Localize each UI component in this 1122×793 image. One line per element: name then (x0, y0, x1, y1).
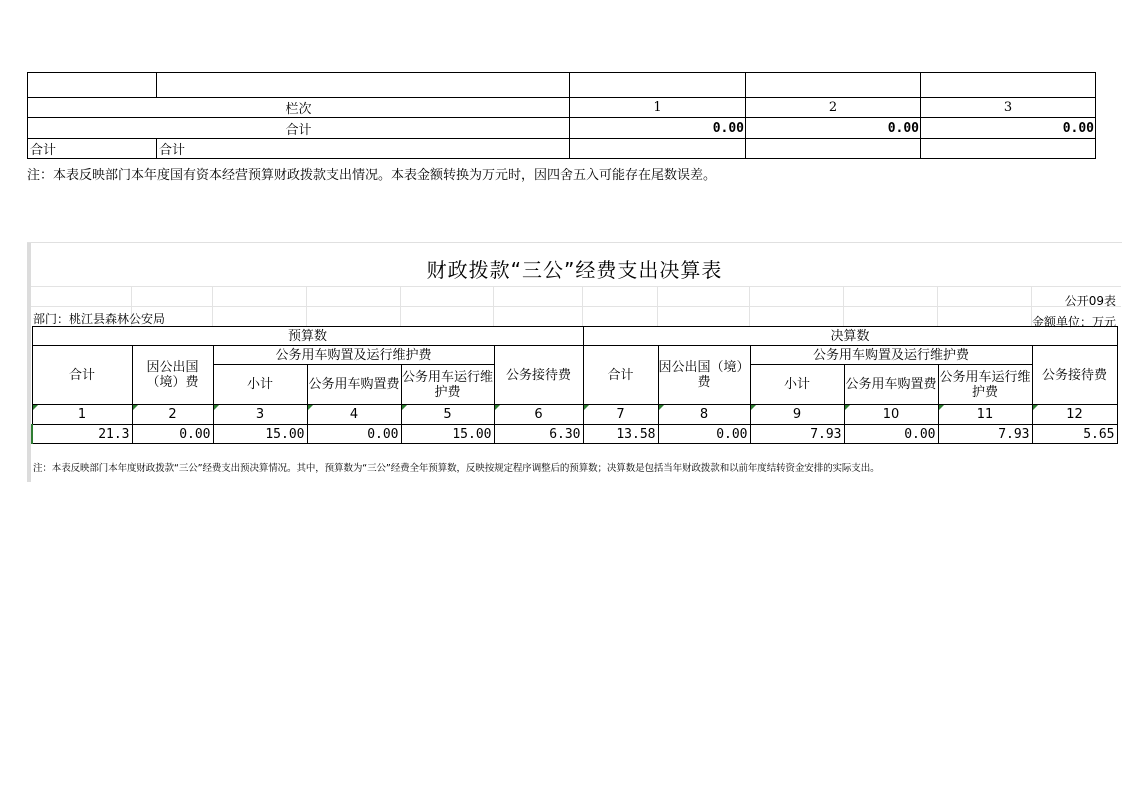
value-cell: 0.00 (307, 425, 401, 444)
unit-label: 金额单位：万元 (1031, 315, 1116, 329)
empty-cell (746, 139, 921, 159)
sheet-title: 财政拨款“三公”经费支出决算表 (426, 258, 723, 282)
empty-cell (921, 73, 1096, 98)
table-note: 注：本表反映部门本年度财政拨款“三公”经费支出预决算情况。其中，预算数为“三公”经费全年预算数，反映按规定程序调整后的预算数；决算数是包括当年财政拨款和以前年度结转资金安排的实际支出。 (33, 463, 880, 474)
total-value: 0.00 (570, 118, 746, 139)
column-number: 7 (583, 405, 658, 425)
table-row (32, 405, 1117, 425)
table-row (28, 98, 1096, 118)
total-value: 0.00 (746, 118, 921, 139)
column-index: 1 (570, 98, 746, 118)
empty-cell (570, 139, 746, 159)
table-row (28, 118, 1096, 139)
budget-header: 预算数 (32, 327, 583, 346)
value-cell: 0.00 (844, 425, 938, 444)
final-header: 决算数 (583, 327, 1117, 346)
total-label: 合计 (28, 118, 570, 139)
column-number: 2 (132, 405, 213, 425)
column-number: 10 (844, 405, 938, 425)
sheet-border (27, 242, 1122, 243)
column-number: 3 (213, 405, 307, 425)
header-total: 合计 (32, 346, 132, 405)
value-cell: 5.65 (1032, 425, 1117, 444)
column-number: 1 (32, 405, 132, 425)
value-cell: 7.93 (750, 425, 844, 444)
table-row (28, 73, 1096, 98)
row-label: 合计 (28, 139, 157, 159)
header-vehicle-group: 公务用车购置及运行维护费 (750, 346, 1032, 365)
table-row (28, 139, 1096, 159)
three-public-expenses-sheet (27, 242, 1122, 482)
capital-budget-table (27, 72, 1096, 159)
header-purchase: 公务用车购置费 (307, 365, 401, 405)
value-cell: 21.3 (32, 425, 132, 444)
value-cell: 7.93 (938, 425, 1032, 444)
value-cell: 13.58 (583, 425, 658, 444)
value-cell: 0.00 (658, 425, 750, 444)
gridline (400, 286, 401, 326)
three-public-expenses-table (31, 326, 1118, 444)
department-label: 部门：桃江县森林公安局 (33, 312, 166, 326)
gridline (493, 286, 494, 326)
empty-cell (570, 73, 746, 98)
total-value: 0.00 (921, 118, 1096, 139)
gridline (937, 286, 938, 326)
gridline (212, 286, 213, 326)
table-row (32, 425, 1117, 444)
column-index: 2 (746, 98, 921, 118)
gridline (749, 286, 750, 326)
table-row (32, 346, 1117, 365)
column-number: 5 (401, 405, 494, 425)
column-number: 4 (307, 405, 401, 425)
header-reception: 公务接待费 (1032, 346, 1117, 405)
gridline (31, 306, 1121, 307)
header-subtotal: 小计 (750, 365, 844, 405)
empty-cell (746, 73, 921, 98)
value-cell: 0.00 (132, 425, 213, 444)
empty-cell (921, 139, 1096, 159)
header-operation: 公务用车运行维护费 (401, 365, 494, 405)
gridline (31, 286, 1121, 287)
column-number: 6 (494, 405, 583, 425)
column-index: 3 (921, 98, 1096, 118)
empty-cell (28, 73, 157, 98)
column-index-label: 栏次 (28, 98, 570, 118)
gridline (843, 286, 844, 326)
table-note: 注：本表反映部门本年度国有资本经营预算财政拨款支出情况。本表金额转换为万元时，因四舍五入可能存在尾数误差。 (27, 168, 717, 183)
header-reception: 公务接待费 (494, 346, 583, 405)
column-number: 11 (938, 405, 1032, 425)
row-label: 合计 (157, 139, 570, 159)
header-total: 合计 (583, 346, 658, 405)
header-purchase: 公务用车购置费 (844, 365, 938, 405)
empty-cell (157, 73, 570, 98)
gridline (657, 286, 658, 326)
value-cell: 6.30 (494, 425, 583, 444)
value-cell: 15.00 (401, 425, 494, 444)
column-number: 9 (750, 405, 844, 425)
table-row (32, 327, 1117, 346)
column-number: 12 (1032, 405, 1117, 425)
header-abroad: 因公出国（境）费 (132, 346, 213, 405)
gridline (582, 286, 583, 326)
table-code: 公开09表 (1064, 294, 1116, 308)
gridline (306, 286, 307, 326)
header-subtotal: 小计 (213, 365, 307, 405)
column-number: 8 (658, 405, 750, 425)
header-abroad: 因公出国（境）费 (658, 346, 750, 405)
header-operation: 公务用车运行维护费 (938, 365, 1032, 405)
header-vehicle-group: 公务用车购置及运行维护费 (213, 346, 494, 365)
value-cell: 15.00 (213, 425, 307, 444)
